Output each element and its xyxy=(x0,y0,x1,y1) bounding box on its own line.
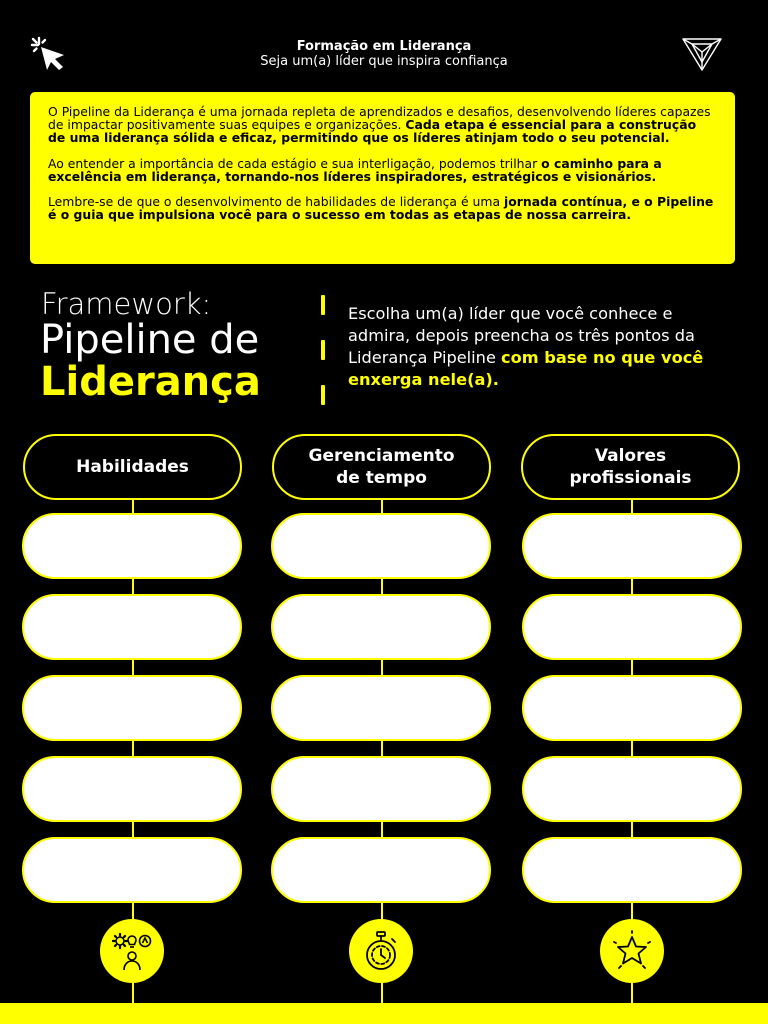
geometric-logo-icon xyxy=(681,36,723,72)
bottom-bar xyxy=(0,1003,768,1024)
valores-field[interactable] xyxy=(522,594,742,660)
framework-label: Framework: xyxy=(41,287,212,321)
habilidades-field[interactable] xyxy=(22,756,242,822)
team-skills-icon xyxy=(100,919,164,983)
divider xyxy=(321,385,325,405)
gerenciamento-field[interactable] xyxy=(271,675,491,741)
habilidades-field[interactable] xyxy=(22,675,242,741)
gerenciamento-field[interactable] xyxy=(271,756,491,822)
framework-title: Pipeline de xyxy=(40,317,260,363)
habilidades-field[interactable] xyxy=(22,513,242,579)
intro-paragraph: Lembre-se de que o desenvolvimento de habilidades de liderança é uma jornada contínua, e o Pipeline é o guia que impulsiona você para o sucesso em todas as etapas de nossa carreira. xyxy=(48,194,714,223)
header-subtitle: Seja um(a) líder que inspira confiança xyxy=(260,54,508,69)
column-header-habilidades: Habilidades xyxy=(23,434,242,500)
divider xyxy=(321,340,325,360)
divider xyxy=(321,295,325,315)
valores-field[interactable] xyxy=(522,756,742,822)
habilidades-field[interactable] xyxy=(22,594,242,660)
valores-field[interactable] xyxy=(522,675,742,741)
intro-box xyxy=(30,92,735,264)
gerenciamento-field[interactable] xyxy=(271,837,491,903)
gerenciamento-field[interactable] xyxy=(271,513,491,579)
framework-title-highlight: Liderança xyxy=(40,359,261,405)
intro-paragraph: Ao entender a importância de cada estágio e sua interligação, podemos trilhar o caminho para a excelência em liderança, tornando-nos líderes inspiradores, estratégicos e visionários. xyxy=(48,155,662,184)
valores-field[interactable] xyxy=(522,837,742,903)
star-icon xyxy=(600,919,664,983)
column-header-gerenciamento: Gerenciamento de tempo xyxy=(272,434,491,500)
header-title: Formação em Liderança xyxy=(296,39,472,54)
instructions: Escolha um(a) líder que você conhece e admira, depois preencha os três pontos da Liderança Pipeline com base no que você enxerga nele(a). xyxy=(348,304,704,389)
valores-field[interactable] xyxy=(522,513,742,579)
gerenciamento-field[interactable] xyxy=(271,594,491,660)
intro-paragraph: O Pipeline da Liderança é uma jornada repleta de aprendizados e desafios, desenvolvendo líderes capazes de impactar positivamente suas equipes e organizações. Cada etapa é essencial para a construção de uma liderança sólida e eficaz, permitindo que os líderes atinjam todo o seu potencial. xyxy=(48,104,711,146)
stopwatch-icon xyxy=(349,919,413,983)
habilidades-field[interactable] xyxy=(22,837,242,903)
column-header-valores: Valores profissionais xyxy=(521,434,740,500)
